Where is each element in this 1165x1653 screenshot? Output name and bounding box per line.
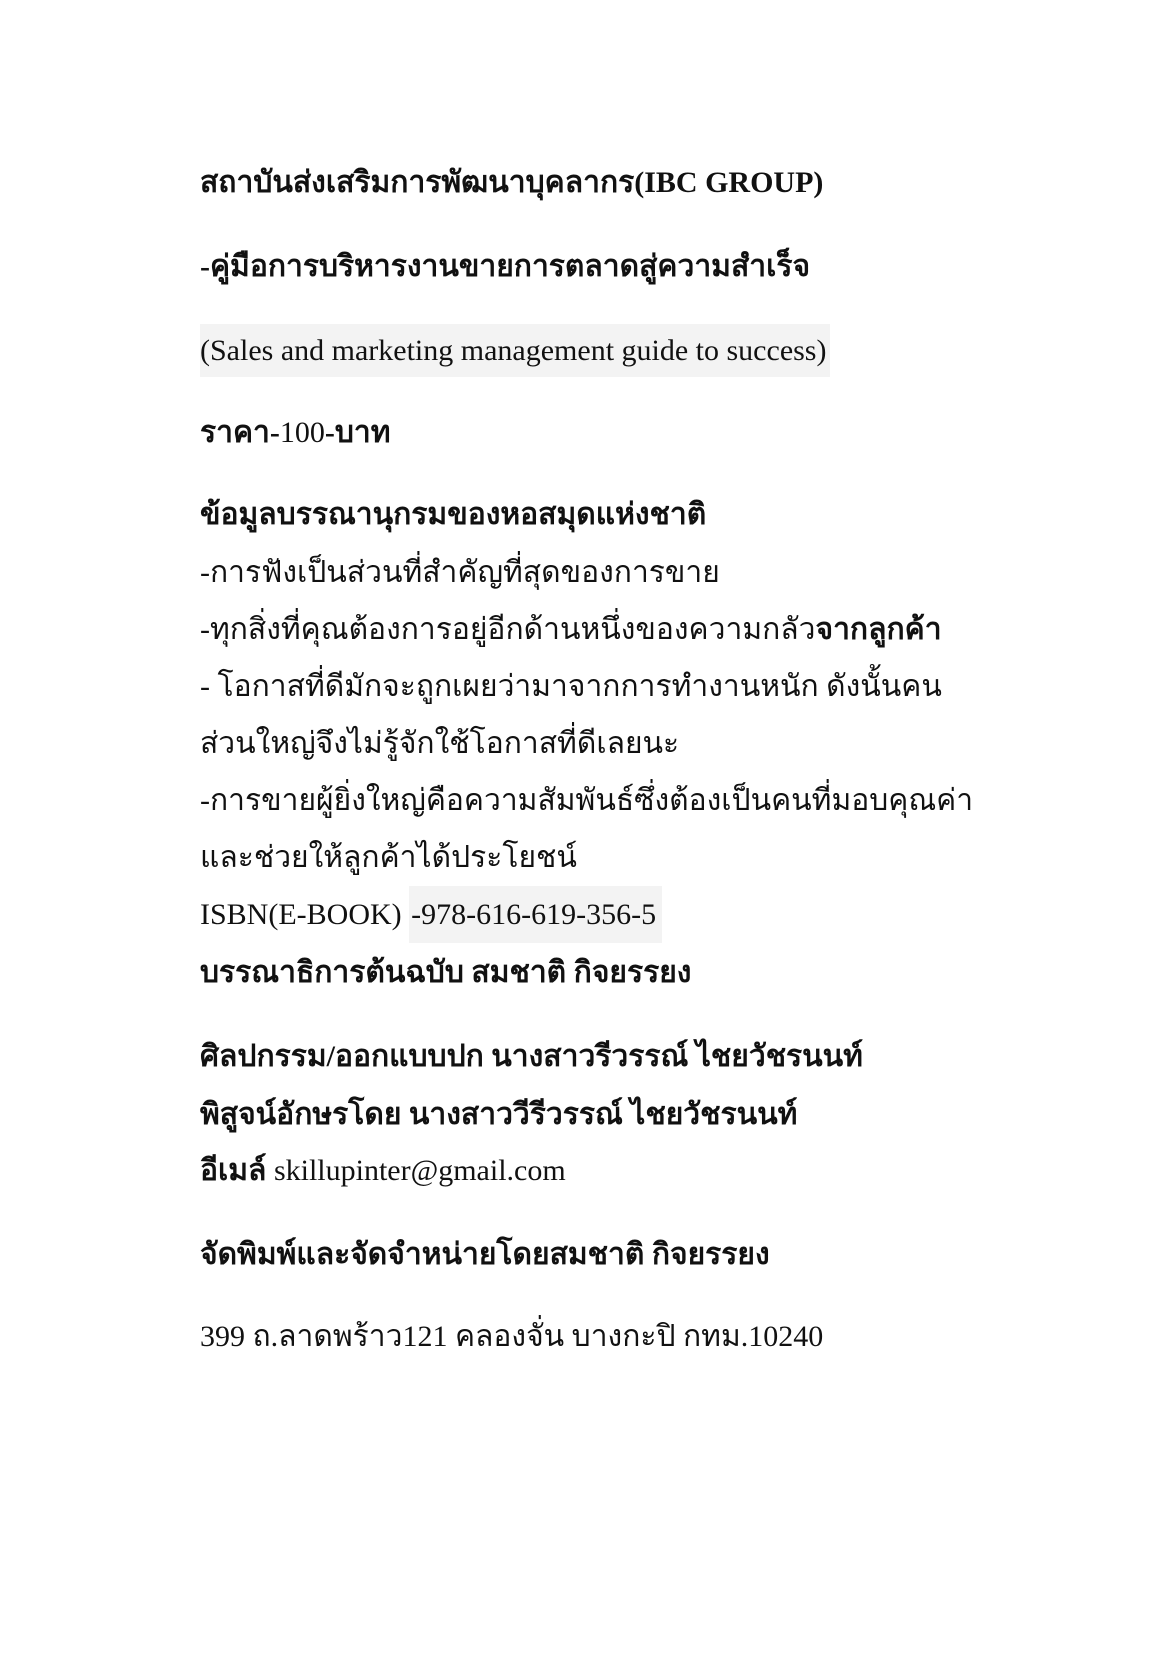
email-line — [200, 1154, 566, 1189]
isbn-line — [200, 898, 662, 933]
price-line — [200, 416, 391, 451]
price-label: ราคา- — [200, 416, 280, 449]
price-amount: 100 — [279, 416, 325, 449]
editor-line: บรรณาธิการต้นฉบับ สมชาติ กิจยรรยง — [200, 956, 692, 989]
email-value: skillupinter@gmail.com — [273, 1154, 566, 1187]
isbn-label: ISBN(E-BOOK) — [200, 898, 402, 931]
catalog-line-3: - โอกาสที่ดีมักจะถูกเผยว่ามาจากการทำงานหนัก ดังนั้นคน — [200, 670, 942, 703]
art-line: ศิลปกรรม/ออกแบบปก นางสาวรีวรรณ์ ไชยวัชรนนท์ — [200, 1040, 863, 1073]
english-title — [200, 334, 830, 369]
english-title-text: (Sales and marketing management guide to success) — [200, 324, 830, 377]
price-unit: -บาท — [324, 416, 391, 449]
catalog-line-2 — [200, 613, 942, 648]
catalog-line-2-tail: จากลูกค้า — [815, 613, 942, 646]
catalog-line-6: และช่วยให้ลูกค้าได้ประโยชน์ — [200, 841, 577, 874]
catalog-line-5: -การขายผู้ยิ่งใหญ่คือความสัมพันธ์ซึ่งต้องเป็นคนที่มอบคุณค่า — [200, 784, 974, 817]
publisher-name: สถาบันส่งเสริมการพัฒนาบุคลากร(IBC GROUP) — [200, 166, 824, 199]
catalog-heading: ข้อมูลบรรณานุกรมของหอสมุดแห่งชาติ — [200, 498, 707, 531]
proof-line: พิสูจน์อักษรโดย นางสาววีรีวรรณ์ ไชยวัชรนนท์ — [200, 1098, 798, 1131]
address-line: 399 ถ.ลาดพร้าว121 คลองจั่น บางกะปิ กทม.10240 — [200, 1320, 824, 1353]
isbn-value: -978-616-619-356-5 — [409, 886, 662, 943]
thai-title: -คู่มือการบริหารงานขายการตลาดสู่ความสำเร็จ — [200, 250, 811, 283]
catalog-line-1: -การฟังเป็นส่วนที่สำคัญที่สุดของการขาย — [200, 556, 720, 589]
catalog-line-4: ส่วนใหญ่จึงไม่รู้จักใช้โอกาสที่ดีเลยนะ — [200, 727, 680, 760]
email-label: อีเมล์ — [200, 1154, 267, 1187]
printer-line: จัดพิมพ์และจัดจำหน่ายโดยสมชาติ กิจยรรยง — [200, 1238, 770, 1271]
catalog-line-2-text: -ทุกสิ่งที่คุณต้องการอยู่อีกด้านหนึ่งของความกลัว — [200, 613, 816, 646]
